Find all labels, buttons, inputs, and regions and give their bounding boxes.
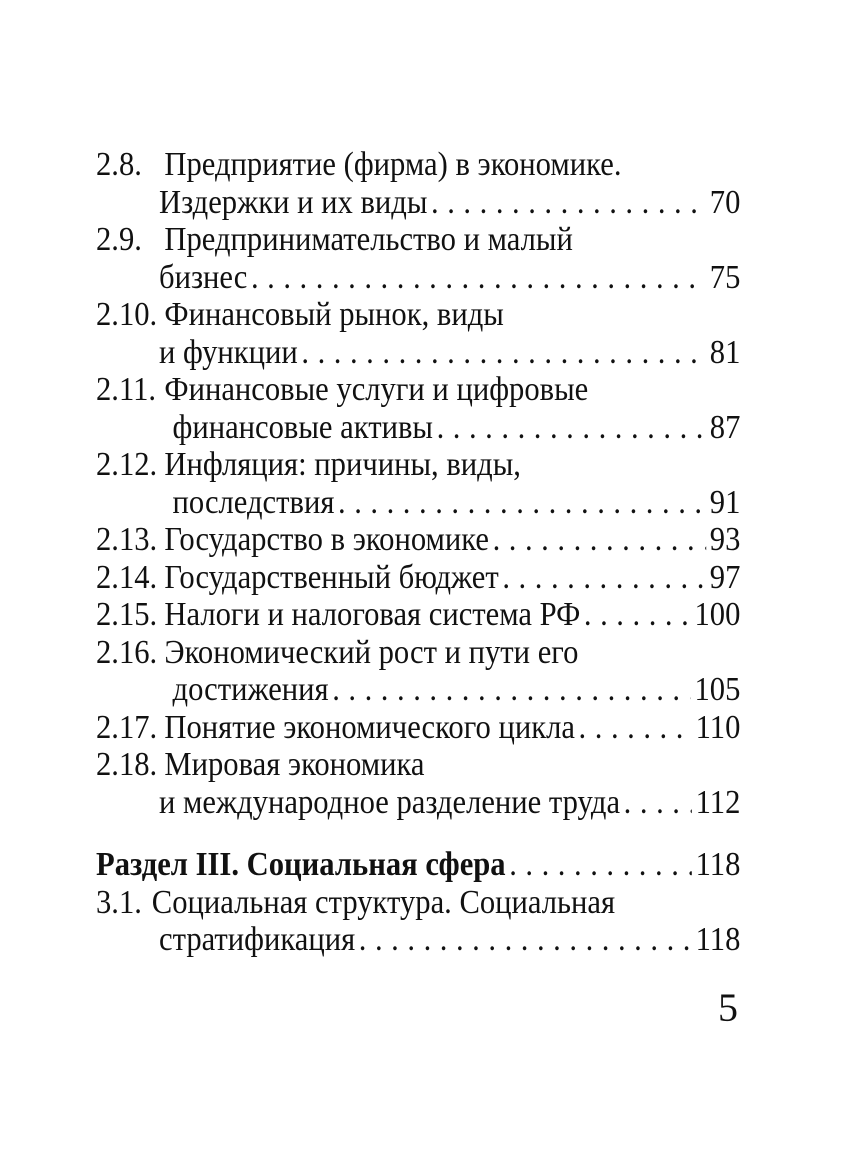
toc-number: 2.16. xyxy=(96,633,158,671)
toc-section-3 xyxy=(96,846,740,884)
toc-title: Мировая экономика xyxy=(164,746,425,783)
toc-entry-2-8-cont xyxy=(96,184,740,222)
toc-title: Налоги и налоговая система РФ xyxy=(164,596,581,633)
toc-title-cont: последствия xyxy=(172,483,335,521)
toc-entry-2-11 xyxy=(96,371,740,409)
toc-title-cont: и функции xyxy=(159,333,298,371)
toc-page: 105 xyxy=(694,671,741,708)
toc-entry-2-17 xyxy=(96,709,740,747)
toc-number: 2.12. xyxy=(96,446,158,483)
toc-entry-2-12-cont xyxy=(96,484,740,522)
toc-number: 2.15. xyxy=(96,596,158,633)
toc-title-cont: стратификация xyxy=(159,921,356,958)
toc-page: 118 xyxy=(695,846,741,883)
toc-page: 118 xyxy=(695,921,741,958)
toc-page: 100 xyxy=(694,596,741,633)
toc-entry-3-1-cont xyxy=(96,921,740,959)
toc-leader-dots xyxy=(624,784,692,822)
toc-title-cont: и международное разделение труда xyxy=(159,783,621,821)
toc-entry-2-14 xyxy=(96,559,740,597)
toc-title: Предприятие (фирма) в экономике. xyxy=(164,146,622,183)
toc-leader-dots xyxy=(332,671,691,709)
toc-number: 2.18. xyxy=(96,746,158,783)
toc-entry-2-16 xyxy=(96,634,740,672)
toc-entry-2-10-cont xyxy=(96,334,740,372)
toc-leader-dots xyxy=(502,559,706,597)
toc-title: Экономический рост и пути его xyxy=(164,633,579,671)
toc-leader-dots xyxy=(359,921,692,959)
toc-title: Финансовый рынок, виды xyxy=(164,296,504,333)
toc-number: 2.11. xyxy=(96,371,157,408)
toc-page: 81 xyxy=(709,333,741,371)
toc-entry-2-9 xyxy=(96,221,740,259)
toc-entry-2-16-cont xyxy=(96,671,740,709)
toc-title-cont: Издержки и их виды xyxy=(159,183,428,221)
toc-page: 97 xyxy=(709,558,741,596)
toc-entry-2-12 xyxy=(96,446,740,484)
toc-entry-2-18-cont xyxy=(96,784,740,822)
table-of-contents xyxy=(96,146,740,959)
toc-page: 93 xyxy=(709,521,741,558)
toc-title: Финансовые услуги и цифровые xyxy=(164,371,589,408)
toc-entry-3-1 xyxy=(96,884,740,922)
toc-entry-2-10 xyxy=(96,296,740,334)
toc-leader-dots xyxy=(509,846,692,884)
toc-title: Государство в экономике xyxy=(164,521,489,558)
toc-leader-dots xyxy=(437,409,707,447)
toc-title-cont: бизнес xyxy=(159,258,248,296)
toc-number: 2.13. xyxy=(96,521,158,558)
toc-number: 2.17. xyxy=(96,708,158,746)
toc-leader-dots xyxy=(301,334,706,372)
toc-number: 2.8. xyxy=(96,146,142,183)
toc-entry-2-9-cont xyxy=(96,259,740,297)
toc-title: Понятие экономического цикла xyxy=(164,708,575,746)
toc-entry-2-18 xyxy=(96,746,740,784)
toc-number: 2.9. xyxy=(96,221,142,258)
toc-leader-dots xyxy=(584,596,691,634)
toc-entry-2-15 xyxy=(96,596,740,634)
toc-page: 91 xyxy=(709,483,741,521)
toc-entry-2-13 xyxy=(96,521,740,559)
toc-number: 2.10. xyxy=(96,296,158,333)
toc-leader-dots xyxy=(431,184,706,222)
toc-number: 2.14. xyxy=(96,558,158,596)
toc-page: 87 xyxy=(709,408,741,446)
toc-entry-2-11-cont xyxy=(96,409,740,447)
toc-page: 110 xyxy=(695,708,741,746)
toc-entry-2-8 xyxy=(96,146,740,184)
toc-page: 70 xyxy=(709,183,741,221)
toc-leader-dots xyxy=(579,709,692,747)
page-number: 5 xyxy=(718,985,738,1030)
toc-leader-dots xyxy=(493,521,707,559)
toc-title: Инфляция: причины, виды, xyxy=(164,446,521,483)
toc-number: 3.1. xyxy=(96,883,142,921)
toc-leader-dots xyxy=(251,259,706,297)
toc-leader-dots xyxy=(338,484,706,522)
toc-page: 75 xyxy=(709,258,741,296)
toc-title-cont: достижения xyxy=(172,671,329,708)
toc-page: 112 xyxy=(695,783,741,821)
toc-title-cont: финансовые активы xyxy=(172,408,433,446)
toc-title: Социальная структура. Социальная xyxy=(151,883,616,921)
toc-title: Государственный бюджет xyxy=(164,558,499,596)
toc-title: Предпринимательство и малый xyxy=(164,221,573,258)
section-title: Раздел III. Социальная сфера xyxy=(96,846,506,883)
